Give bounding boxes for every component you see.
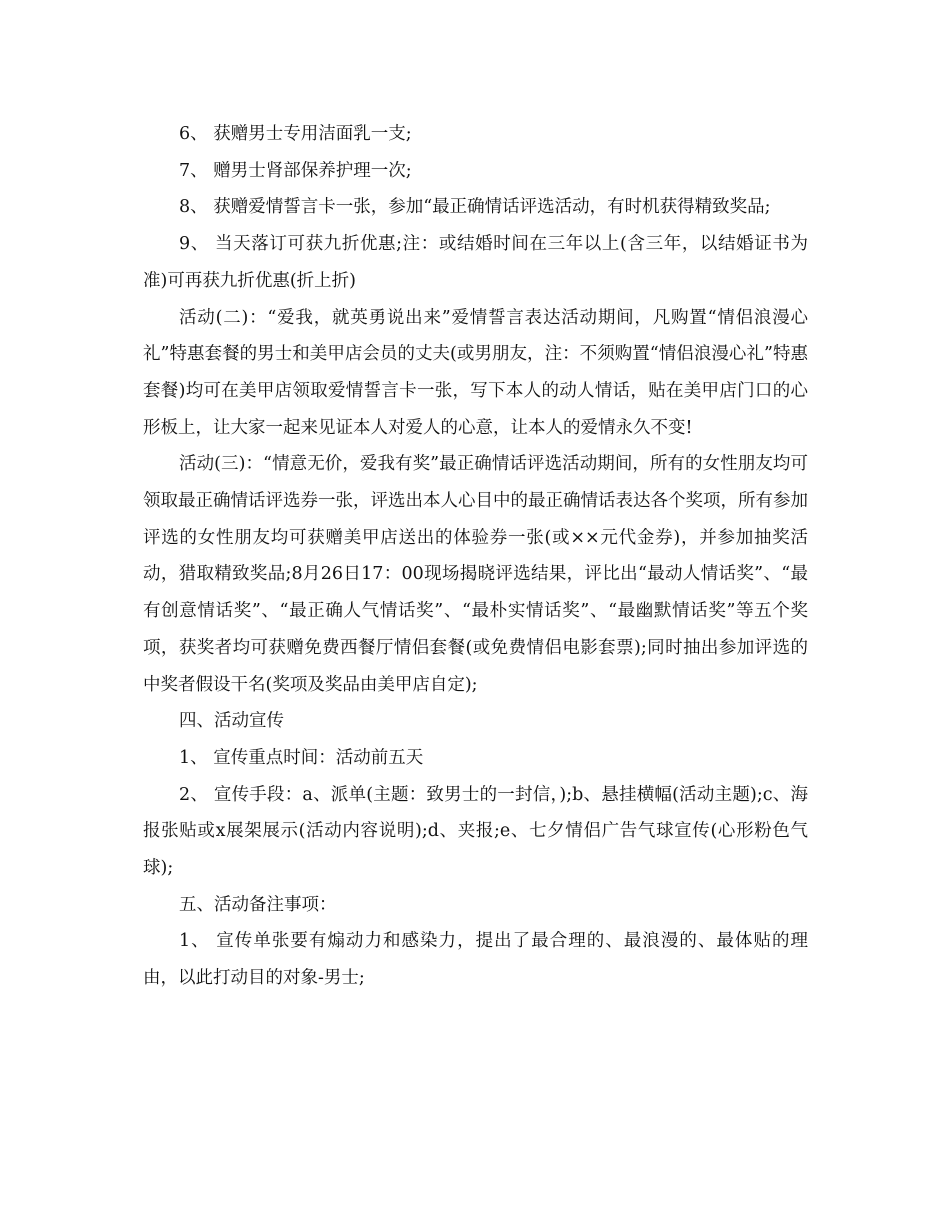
paragraph-notes-1: 1、 宣传单张要有煽动力和感染力，提出了最合理的、最浪漫的、最体贴的理由，以此打动目的对象-男士;	[143, 931, 808, 989]
paragraph-promotion-1: 1、 宣传重点时间：活动前五天	[179, 747, 424, 768]
paragraph-activity-3: 活动(三)：“情意无价，爱我有奖”最正确情话评选活动期间，所有的女性朋友均可领取最正确情话评选券一张，评选出本人心目中的最正确情话表达各个奖项，所有参加评选的女性朋友均可获赠美甲店送出的体验券一张(或××元代金券)，并参加抽奖活动，猎取精致奖品;8月26日17：00现场揭晓评选结果，评比出“最动人情话奖”、“最有创意情话奖”、“最正确人气情话奖”、“最朴实情话奖”、“最幽默情话奖”等五个奖项，获奖者均可获赠免费西餐厅情侣套餐(或免费情侣电影套票);同时抽出参加评选的中奖者假设干名(奖项及奖品由美甲店自定);	[143, 454, 808, 695]
paragraph-item-8: 8、 获赠爱情誓言卡一张，参加“最正确情话评选活动，有时机获得精致奖品;	[179, 197, 771, 218]
section-heading-notes: 五、活动备注事项：	[179, 894, 337, 915]
section-heading-promotion: 四、活动宣传	[179, 711, 284, 732]
document-body	[143, 116, 808, 997]
paragraph-activity-2: 活动(二)：“爱我，就英勇说出来”爱情誓言表达活动期间，凡购置“情侣浪漫心礼”特惠套餐的男士和美甲店会员的丈夫(或男朋友，注：不须购置“情侣浪漫心礼”特惠套餐)均可在美甲店领取爱情誓言卡一张，写下本人的动人情话，贴在美甲店门口的心形板上，让大家一起来见证本人对爱人的心意，让本人的爱情永久不变!	[143, 307, 808, 438]
paragraph-item-9: 9、 当天落订可获九折优惠;注：或结婚时间在三年以上(含三年，以结婚证书为准)可再获九折优惠(折上折)	[143, 234, 808, 291]
paragraph-item-6: 6、 获赠男士专用洁面乳一支;	[179, 124, 412, 144]
paragraph-promotion-2: 2、 宣传手段：a、派单(主题：致男士的一封信，);b、悬挂横幅(活动主题);c、海报张贴或x展架展示(活动内容说明);d、夹报;e、七夕情侣广告气球宣传(心形粉色气球);	[143, 784, 808, 879]
paragraph-item-7: 7、 赠男士肾部保养护理一次;	[179, 160, 412, 181]
